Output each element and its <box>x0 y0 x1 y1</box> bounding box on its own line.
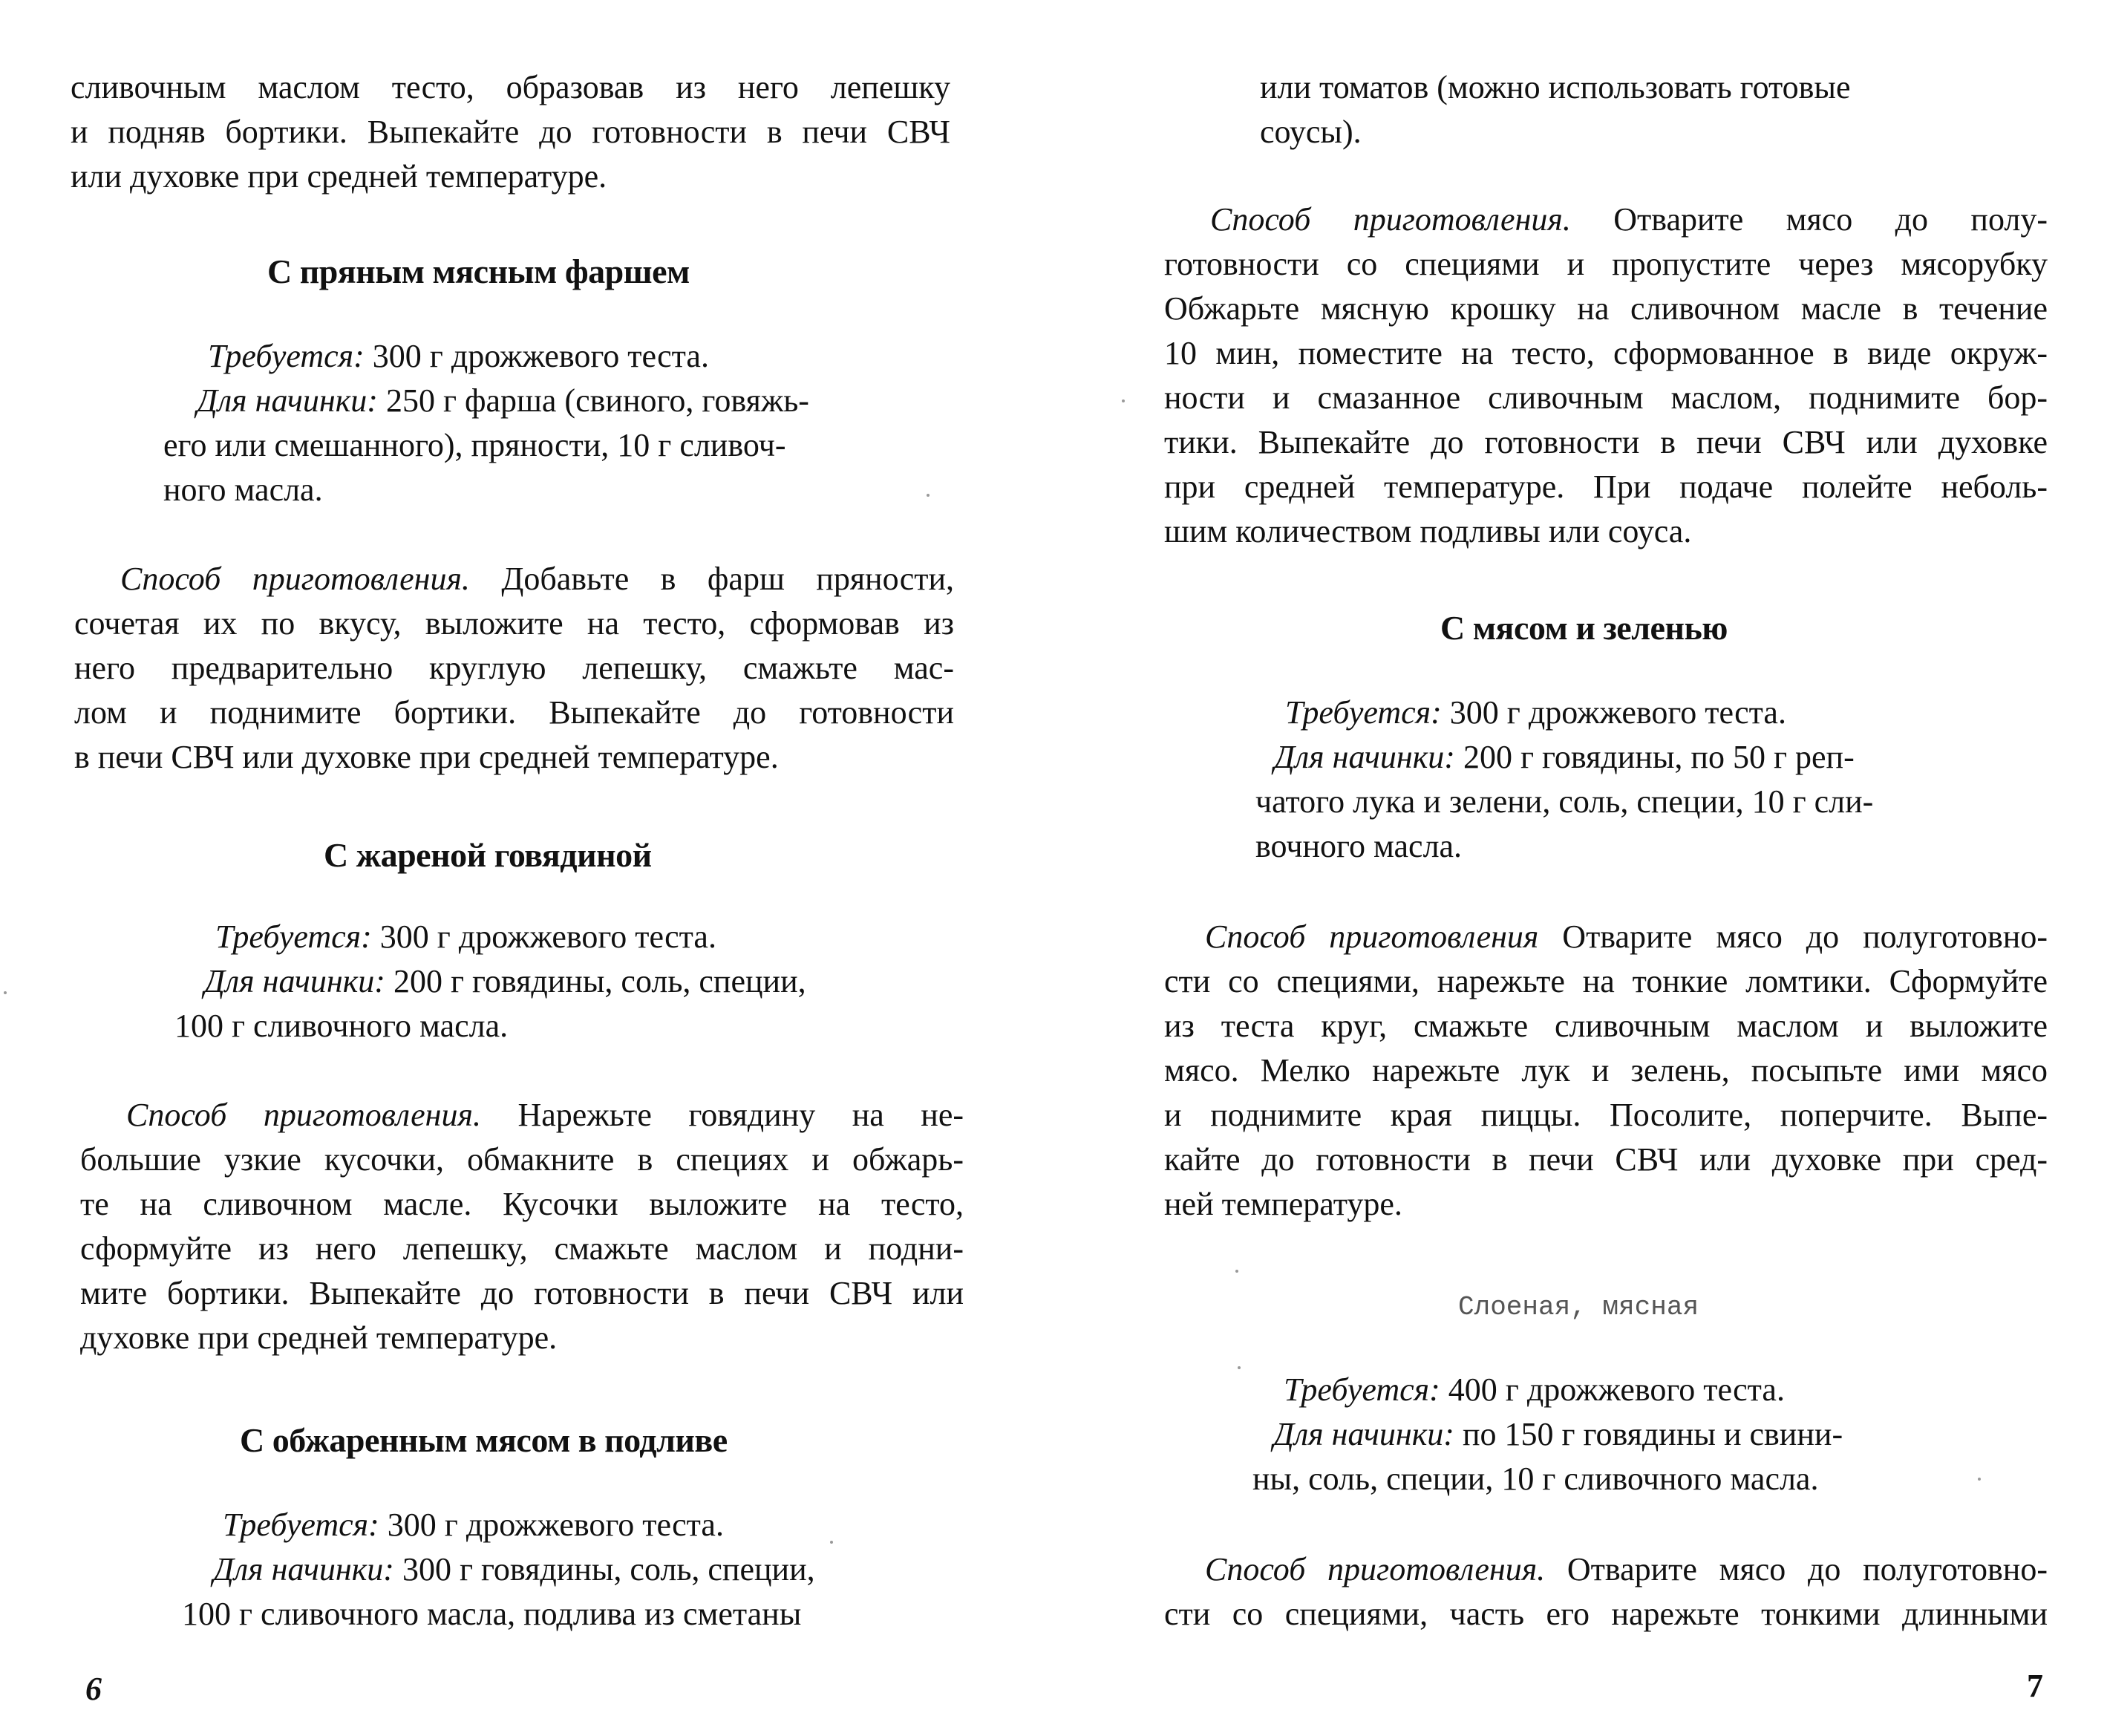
text-line: те на сливочном масле. Кусочки выложите на тесто, <box>80 1186 964 1222</box>
scan-speck <box>927 494 930 497</box>
filling-line <box>1255 735 1968 780</box>
scan-speck <box>1238 1366 1241 1369</box>
text-line: соусы). <box>1260 114 1362 150</box>
text-line: сочетая их по вкусу, выложите на тесто, сформовав из <box>74 605 954 642</box>
text-line: и подняв бортики. Выпекайте до готовности в печи СВЧ <box>71 114 950 150</box>
method-label: Способ приготовления. <box>120 561 470 597</box>
filling-label: Для начинки: <box>1273 1416 1454 1452</box>
text-line: сформуйте из него лепешку, смажьте маслом и подни- <box>80 1230 964 1267</box>
text-line: ны, соль, специи, 10 г сливочного масла. <box>1252 1461 1819 1497</box>
text-line: его или смешанного), пряности, 10 г сливоч- <box>163 427 786 463</box>
filling-line <box>174 959 887 1004</box>
method-first-line <box>1164 1547 2048 1592</box>
method-label: Способ приготовления. <box>1205 1551 1546 1587</box>
page-number: 7 <box>2027 1668 2043 1704</box>
text-line: ности и смазанное сливочным маслом, поднимите бор- <box>1164 379 2048 416</box>
requirement-text: 300 г дрожжевого теста. <box>371 918 716 955</box>
text-line: шим количеством подливы или соуса. <box>1164 513 1692 549</box>
filling-label: Для начинки: <box>197 382 378 419</box>
method-first-line <box>1164 198 2048 242</box>
method-label: Способ приготовления. <box>1210 201 1571 238</box>
method-paragraph <box>1164 198 2048 554</box>
text-line: сти со специями, часть его нарежьте тонкими длинными <box>1164 1596 2048 1632</box>
text-line: чатого лука и зелени, соль, специи, 10 г сли- <box>1255 783 1874 820</box>
method-text: Добавьте в фарш пряности, <box>469 561 955 597</box>
ingredients-block <box>174 915 887 1048</box>
method-label: Способ приготовления <box>1205 918 1539 955</box>
method-first-line <box>74 557 954 601</box>
scan-speck <box>1978 1478 1981 1481</box>
text-line: сти со специями, нарежьте на тонкие ломтики. Сформуйте <box>1164 963 2048 999</box>
method-first-line <box>80 1093 964 1138</box>
requirement-text: 400 г дрожжевого теста. <box>1440 1371 1785 1408</box>
requirement-line <box>1255 691 1968 735</box>
intro-paragraph <box>71 65 950 199</box>
method-paragraph <box>80 1093 964 1360</box>
text-line: сливочным маслом тесто, образовав из него лепешку <box>71 69 950 105</box>
requirement-line <box>182 1503 895 1547</box>
method-first-line <box>1164 915 2048 959</box>
method-text: Отварите мясо до полу- <box>1570 201 2048 238</box>
text-line: или духовке при средней температуре. <box>71 158 607 195</box>
continuation-block <box>1260 65 1973 154</box>
ingredients-block <box>163 334 876 512</box>
method-paragraph <box>1164 915 2048 1227</box>
recipe-title: С жареной говядиной <box>324 836 652 874</box>
requirement-text: 300 г дрожжевого теста. <box>1441 694 1786 731</box>
ingredients-block <box>1252 1368 1965 1501</box>
requirement-line <box>1252 1368 1965 1412</box>
requirement-label: Требуется: <box>208 338 365 374</box>
page-number: 6 <box>85 1671 102 1707</box>
requirement-label: Требуется: <box>1285 694 1442 731</box>
text-line: ней температуре. <box>1164 1186 1402 1222</box>
requirement-label: Требуется: <box>215 918 372 955</box>
method-text: Отварите мясо до полуготовно- <box>1545 1551 2048 1587</box>
filling-line <box>1252 1412 1965 1457</box>
text-line: готовности со специями и пропустите через мясорубку <box>1164 246 2048 282</box>
text-line: мите бортики. Выпекайте до готовности в печи СВЧ или <box>80 1275 964 1311</box>
text-line: в печи СВЧ или духовке при средней температуре. <box>74 739 779 775</box>
right-page <box>1054 0 2107 1736</box>
filling-label: Для начинки: <box>204 963 385 999</box>
requirement-label: Требуется: <box>1284 1371 1440 1408</box>
filling-label: Для начинки: <box>213 1551 394 1587</box>
method-label: Способ приготовления. <box>126 1097 481 1133</box>
recipe-title: Слоеная, мясная <box>1458 1292 1699 1322</box>
text-line: или томатов (можно использовать готовые <box>1260 69 1851 105</box>
ingredients-block <box>1255 691 1968 869</box>
method-paragraph <box>1164 1547 2048 1637</box>
ingredients-block <box>182 1503 895 1637</box>
text-line: Обжарьте мясную крошку на сливочном масле в течение <box>1164 290 2048 327</box>
text-line: ного масла. <box>163 471 323 508</box>
text-line: и поднимите края пиццы. Посолите, поперчите. Выпе- <box>1164 1097 2048 1133</box>
scan-speck <box>830 1541 833 1544</box>
text-line: 100 г сливочного масла, подлива из сметаны <box>182 1596 802 1632</box>
filling-line <box>182 1547 895 1592</box>
scan-speck <box>1235 1270 1238 1273</box>
method-text: Нарежьте говядину на не- <box>480 1097 964 1133</box>
text-line: кайте до готовности в печи СВЧ или духовке при сред- <box>1164 1141 2048 1178</box>
text-line: него предварительно круглую лепешку, смажьте мас- <box>74 650 954 686</box>
filling-text: 200 г говядины, соль, специи, <box>385 963 806 999</box>
filling-text: 300 г говядины, соль, специи, <box>393 1551 815 1587</box>
recipe-title: С пряным мясным фаршем <box>267 252 690 290</box>
text-line: духовке при средней температуре. <box>80 1319 558 1356</box>
text-line: лом и поднимите бортики. Выпекайте до готовности <box>74 694 954 731</box>
filling-label: Для начинки: <box>1274 739 1455 775</box>
scan-speck <box>4 991 7 994</box>
recipe-title: С обжаренным мясом в подливе <box>240 1421 728 1459</box>
text-line: 10 мин, поместите на тесто, сформованное в виде окруж- <box>1164 335 2048 371</box>
filling-text: по 150 г говядины и свини- <box>1454 1416 1843 1452</box>
text-line: при средней температуре. При подаче полейте неболь- <box>1164 469 2048 505</box>
method-paragraph <box>74 557 954 780</box>
text-line: 100 г сливочного масла. <box>174 1008 509 1044</box>
scan-speck <box>1122 399 1125 402</box>
method-text: Отварите мясо до полуготовно- <box>1538 918 2048 955</box>
filling-line <box>163 379 876 423</box>
text-line: большие узкие кусочки, обмакните в специях и обжарь- <box>80 1141 964 1178</box>
text-line: вочного масла. <box>1255 828 1463 864</box>
requirement-line <box>174 915 887 959</box>
filling-text: 250 г фарша (свиного, говяжь- <box>377 382 809 419</box>
filling-text: 200 г говядины, по 50 г реп- <box>1454 739 1855 775</box>
text-line: из теста круг, смажьте сливочным маслом и выложите <box>1164 1008 2048 1044</box>
text-line: мясо. Мелко нарежьте лук и зелень, посыпьте ими мясо <box>1164 1052 2048 1089</box>
requirement-text: 300 г дрожжевого теста. <box>379 1507 724 1543</box>
text-line: тики. Выпекайте до готовности в печи СВЧ или духовке <box>1164 424 2048 460</box>
requirement-label: Требуется: <box>223 1507 379 1543</box>
requirement-line <box>163 334 876 379</box>
requirement-text: 300 г дрожжевого теста. <box>364 338 709 374</box>
recipe-title: С мясом и зеленью <box>1440 609 1728 647</box>
